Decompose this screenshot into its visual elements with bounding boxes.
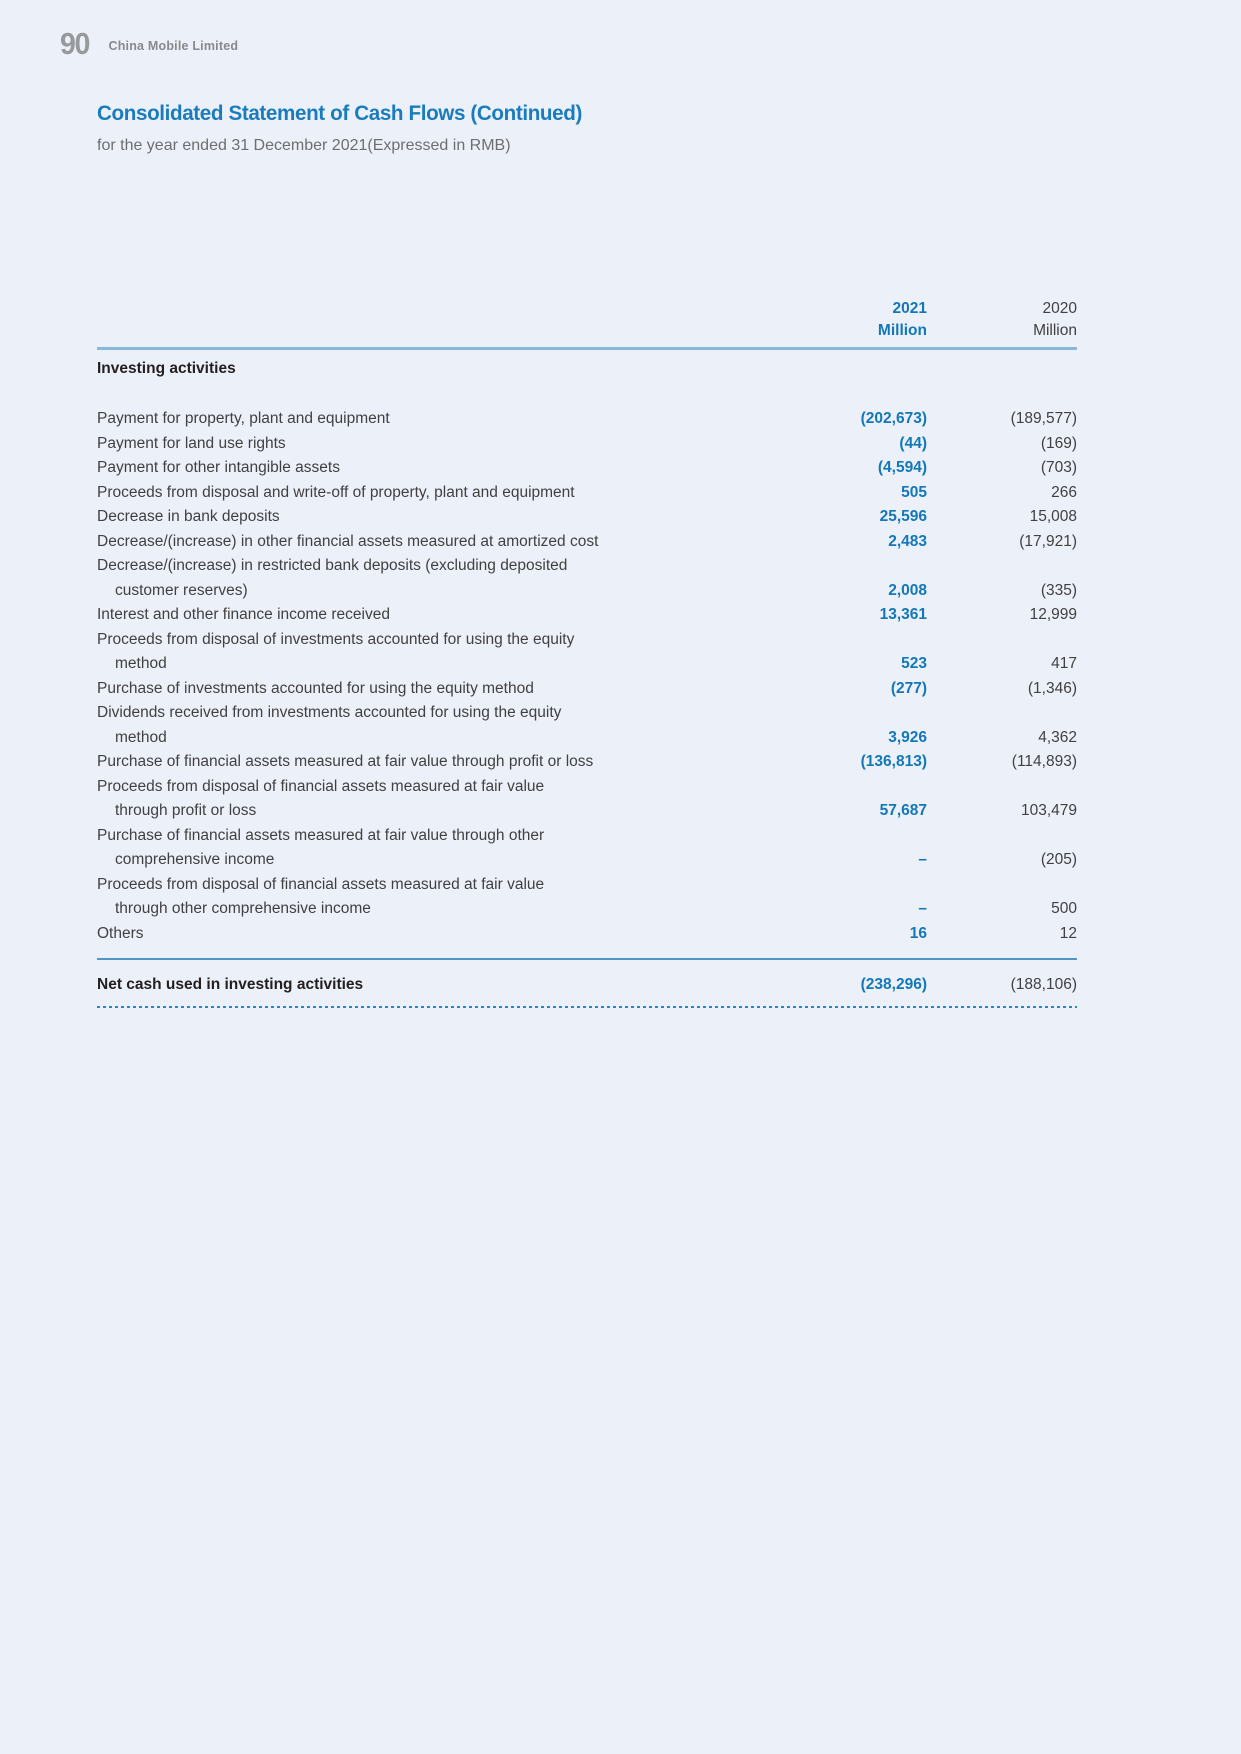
row-value-2020: (169): [1040, 434, 1077, 452]
total-row: [97, 973, 1077, 997]
row-label: Others: [97, 924, 144, 942]
column-header-2020: [927, 298, 1077, 342]
row-value-2021: (202,673): [860, 410, 927, 427]
table-column-headers: [97, 298, 1077, 342]
row-label: Decrease/(increase) in other financial assets measured at amortized cost: [97, 532, 599, 550]
total-dashed-rule: [97, 1006, 1077, 1008]
company-name: China Mobile Limited: [108, 38, 239, 53]
row-value-2020: 12: [1059, 924, 1077, 942]
row-value-2020: (17,921): [1019, 532, 1077, 550]
row-label: Decrease in bank deposits: [97, 508, 280, 525]
row-value-2020: 500: [1051, 900, 1077, 917]
table-row: [97, 922, 1077, 947]
row-value-2021: (277): [890, 679, 927, 697]
table-row: [97, 701, 1077, 726]
row-value-2020: (189,577): [1010, 410, 1077, 427]
table-row: [97, 481, 1077, 506]
table-row: [97, 579, 1077, 604]
table-row: [97, 554, 1077, 579]
row-value-2020: 266: [1051, 483, 1077, 501]
row-value-2021: 2,008: [888, 581, 927, 599]
table-row: [97, 456, 1077, 481]
statement-content: [97, 0, 1077, 1008]
row-label: Payment for other intangible assets: [97, 459, 340, 476]
table-row: [97, 897, 1077, 922]
year-label-2021: 2021: [892, 300, 927, 317]
table-row: [97, 799, 1077, 824]
row-label: Proceeds from disposal of investments accounted for using the equity: [97, 630, 575, 648]
row-value-2021: 2,483: [888, 532, 927, 550]
row-value-2020: 12,999: [1029, 606, 1077, 623]
row-value-2021: 16: [909, 924, 927, 942]
total-label: Net cash used in investing activities: [97, 976, 364, 993]
column-header-2021: [802, 298, 927, 342]
row-label: Purchase of financial assets measured at fair value through other: [97, 826, 545, 844]
statement-subtitle: for the year ended 31 December 2021(Expressed in RMB): [97, 137, 511, 154]
row-value-2020: (1,346): [1027, 679, 1077, 697]
table-row: [97, 530, 1077, 555]
header-rule: [97, 347, 1077, 350]
table-row: [97, 628, 1077, 653]
table-row: [97, 652, 1077, 677]
row-value-2020: (703): [1040, 459, 1077, 476]
year-label-2020: 2020: [1042, 300, 1077, 317]
total-value-2020: (188,106): [1010, 976, 1077, 993]
row-value-2021: (44): [899, 434, 927, 452]
row-label: method: [115, 655, 167, 672]
table-row: [97, 407, 1077, 432]
row-value-2020: (205): [1040, 851, 1077, 868]
page-number: 90: [60, 26, 89, 61]
unit-label-2020: Million: [1033, 322, 1077, 339]
row-value-2021: (4,594): [877, 459, 927, 476]
table-row: [97, 677, 1077, 702]
table-row: [97, 824, 1077, 849]
row-label: Payment for land use rights: [97, 434, 286, 452]
row-label: method: [115, 728, 167, 746]
row-value-2021: 25,596: [879, 508, 927, 525]
row-value-2020: (114,893): [1011, 753, 1077, 770]
row-value-2021: 505: [901, 483, 927, 501]
row-label: through profit or loss: [115, 802, 257, 819]
row-value-2021: 57,687: [879, 802, 927, 819]
row-label: Purchase of investments accounted for using the equity method: [97, 679, 534, 697]
row-value-2021: 3,926: [888, 728, 927, 746]
table-row: [97, 873, 1077, 898]
row-value-2020: 15,008: [1029, 508, 1077, 525]
table-row: [97, 505, 1077, 530]
row-value-2021: –: [918, 900, 927, 917]
row-value-2020: 103,479: [1020, 802, 1077, 819]
row-label: customer reserves): [115, 581, 248, 599]
row-label: Proceeds from disposal of financial assets measured at fair value: [97, 777, 545, 795]
subtotal-rule: [97, 958, 1077, 960]
table-row: [97, 775, 1077, 800]
table-rows: [97, 407, 1077, 946]
row-value-2021: 13,361: [879, 606, 927, 623]
row-value-2021: 523: [901, 655, 927, 672]
row-label: through other comprehensive income: [115, 900, 371, 917]
unit-label-2021: Million: [877, 322, 927, 339]
row-label: Purchase of financial assets measured at fair value through profit or loss: [97, 753, 594, 770]
statement-title: Consolidated Statement of Cash Flows (Continued): [97, 101, 582, 125]
row-value-2020: (335): [1040, 581, 1077, 599]
total-value-2021: (238,296): [860, 976, 927, 993]
section-heading-investing: Investing activities: [97, 360, 236, 377]
row-label: Proceeds from disposal of financial assets measured at fair value: [97, 875, 545, 893]
row-value-2020: 417: [1051, 655, 1077, 672]
table-row: [97, 726, 1077, 751]
table-row: [97, 603, 1077, 628]
row-label: Dividends received from investments accounted for using the equity: [97, 704, 562, 721]
row-label: Interest and other finance income received: [97, 606, 390, 623]
row-label: Proceeds from disposal and write-off of property, plant and equipment: [97, 483, 575, 501]
row-label: Payment for property, plant and equipment: [97, 410, 390, 427]
row-label: Decrease/(increase) in restricted bank deposits (excluding deposited: [97, 557, 568, 574]
table-row: [97, 432, 1077, 457]
table-row: [97, 750, 1077, 775]
cash-flow-table: [97, 298, 1077, 1008]
row-value-2021: –: [918, 851, 927, 868]
table-row: [97, 848, 1077, 873]
row-label: comprehensive income: [115, 851, 275, 868]
row-value-2020: 4,362: [1038, 728, 1077, 746]
row-value-2021: (136,813): [860, 753, 927, 770]
